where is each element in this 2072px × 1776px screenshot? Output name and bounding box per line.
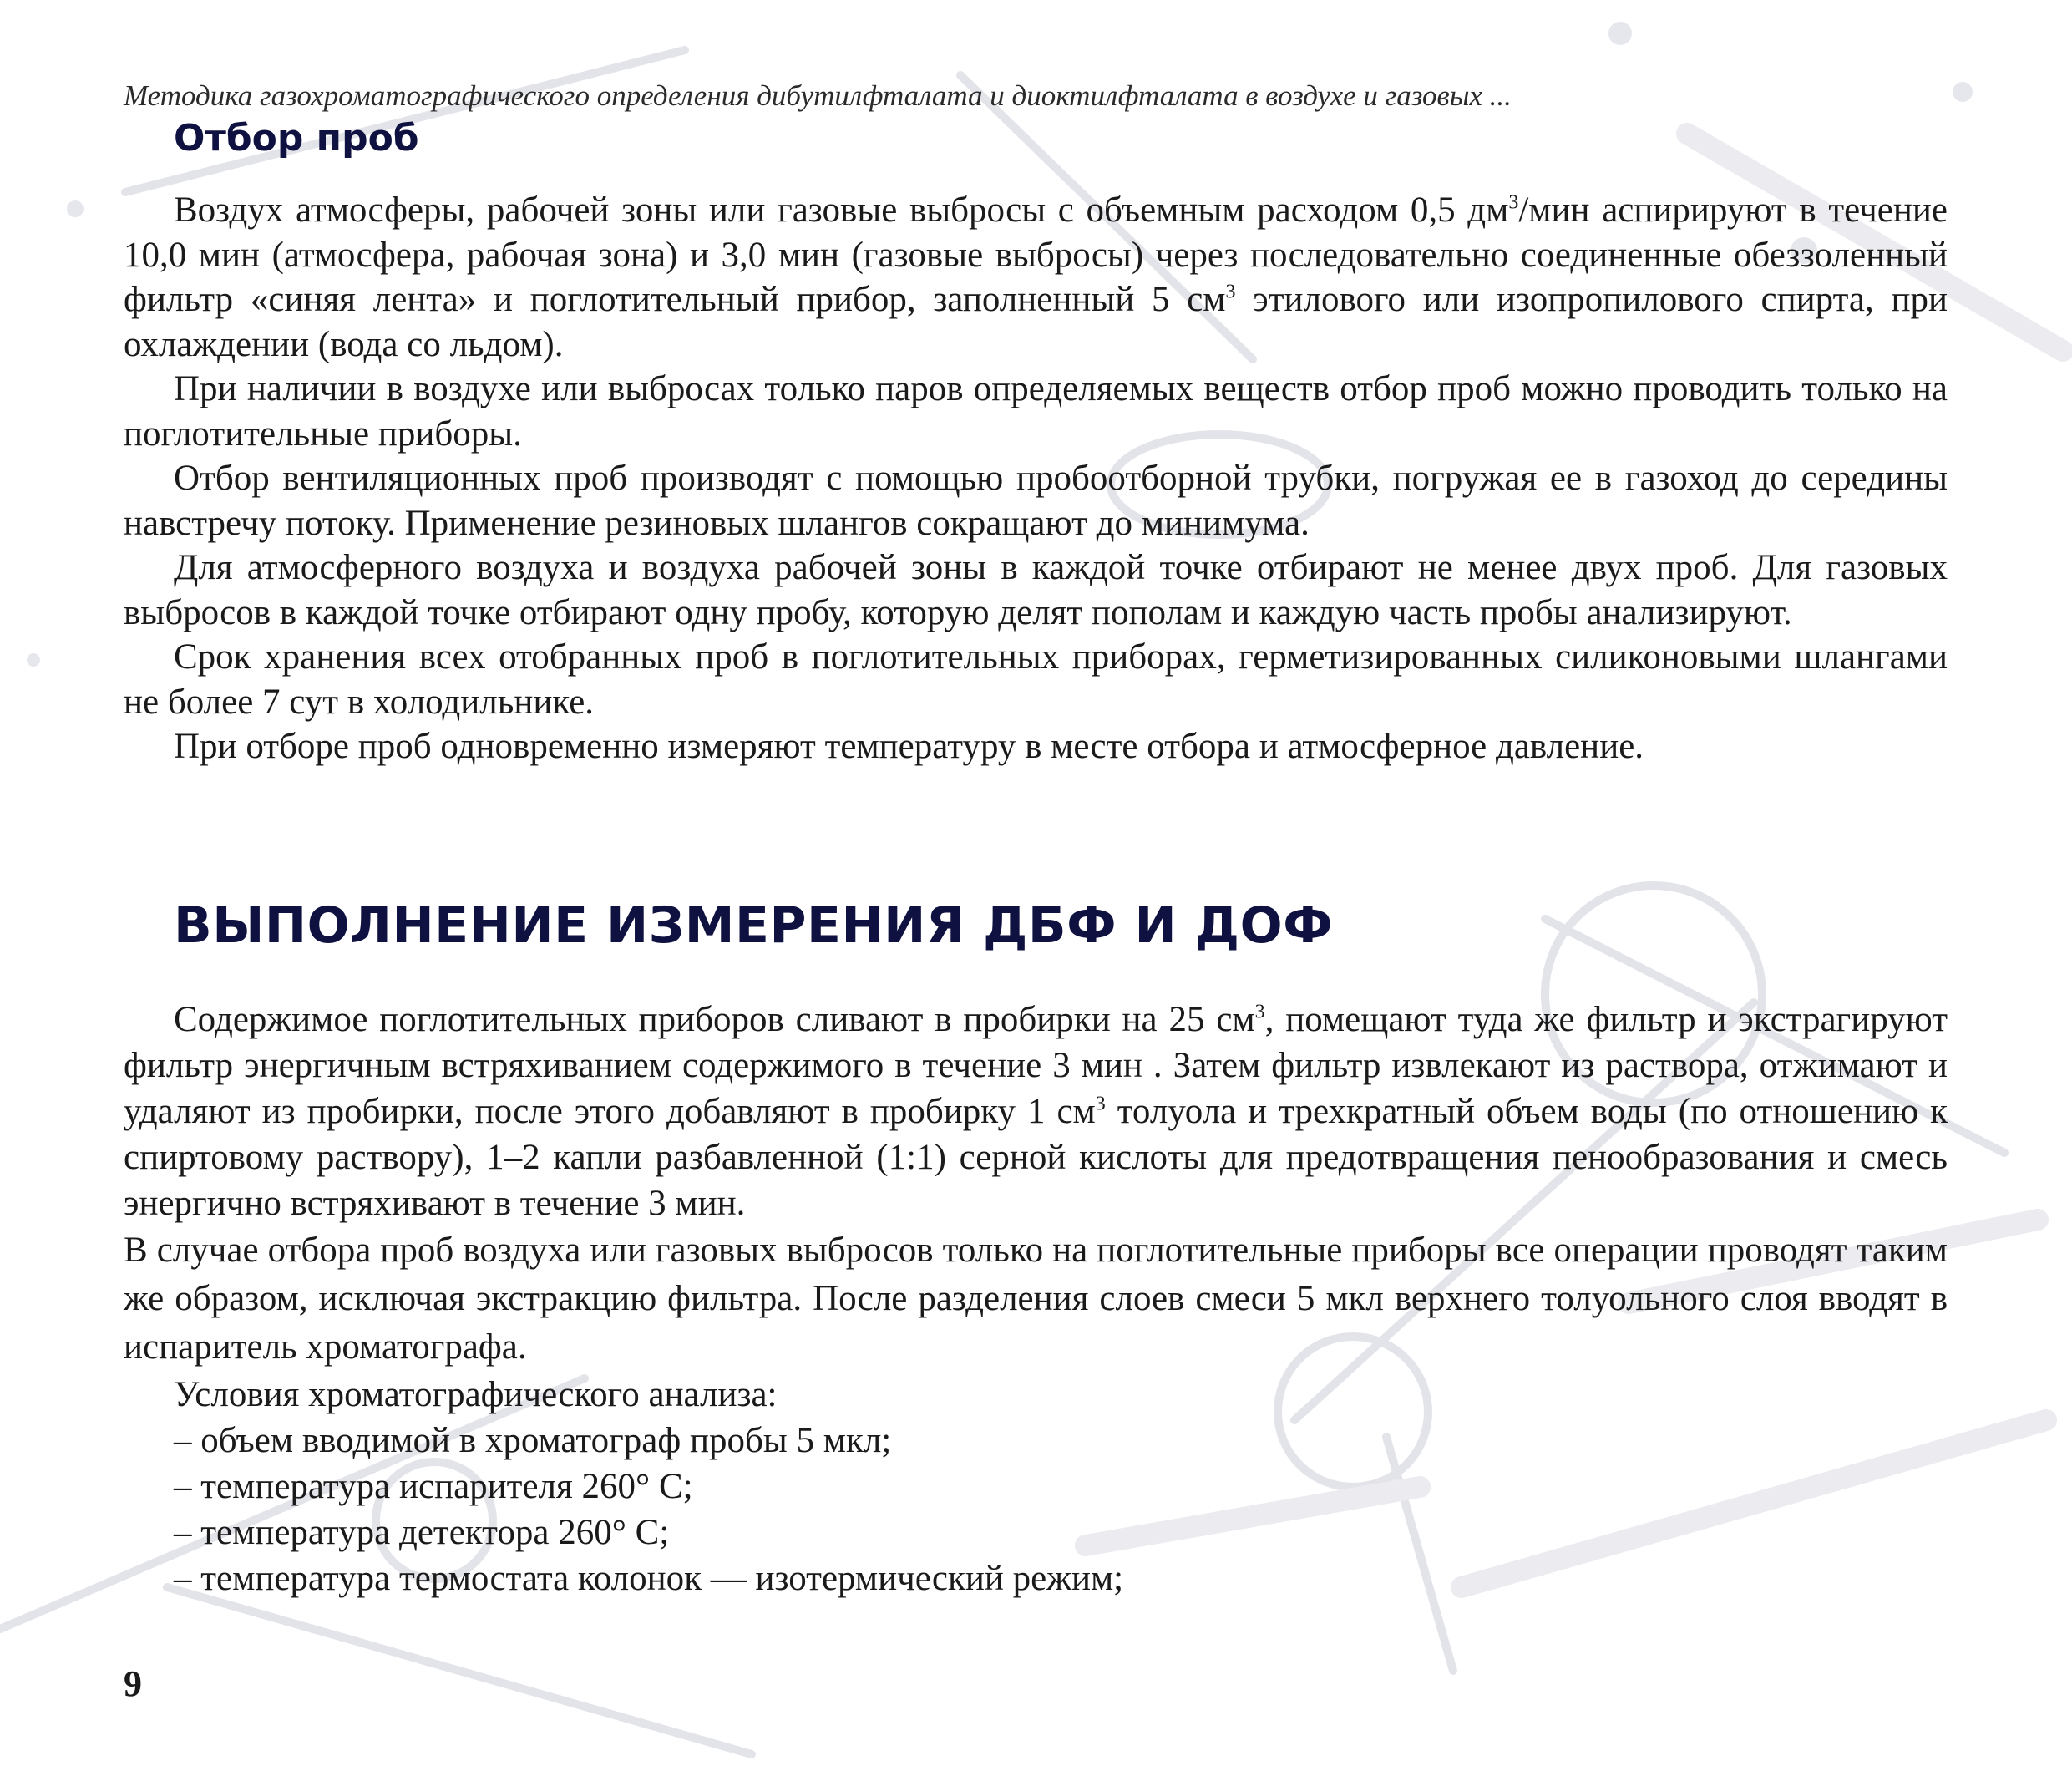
paragraph: В случае отбора проб воздуха или газовых выбросов только на поглотительные приборы все операции проводят таким же образом, исключая экстракцию фильтра. После разделения слоев смеси 5 мкл верхнего толуольного слоя вводят в испаритель хроматографа.: [124, 1231, 1948, 1367]
paragraph: При наличии в воздухе или выбросах только паров определяемых веществ отбор проб можно проводить только на поглотительные приборы.: [124, 369, 1948, 454]
paragraph: Воздух атмосферы, рабочей зоны или газовые выбросы с объемным расходом 0,5 $дм^3$/мин аспирируют в течение 10,0 мин (атмосфера, рабочая зона) и 3,0 мин (газовые выбросы) через последовательно соединенные обеззоленный фильтр «синяя лента» и поглотительный прибор, заполненный 5 $см^3$ этилового или изопропилового спирта, при охлаждении (вода со льдом).: [124, 190, 1948, 364]
running-header: Методика газохроматографического определения дибутилфталата и диоктилфталата в воздухе и газовых ...: [124, 79, 1512, 112]
sampling-text-block: [124, 188, 1948, 769]
section-title-sampling: Отбор проб: [174, 117, 419, 160]
page-number: 9: [124, 1663, 142, 1704]
paragraph: Срок хранения всех отобранных проб в поглотительных приборах, герметизированных силиконовыми шлангами не более 7 сут в холодильнике.: [124, 637, 1948, 722]
list-item: – температура термостата колонок — изотермический режим;: [174, 1559, 1124, 1598]
list-item: – температура испарителя 260° С;: [174, 1467, 693, 1506]
paragraph: Содержимое поглотительных приборов сливают в пробирки на 25 $см^3$, помещают туда же фильтр и экстрагируют фильтр энергичным встряхиванием содержимого в течение 3 мин . Затем фильтр извлекают из раствора, отжимают и удаляют из пробирки, после этого добавляют в пробирку 1 $см^3$ толуола и трехкратный объем воды (по отношению к спиртовому раствору), 1–2 капли разбавленной (1:1) серной кислоты для предотвращения пенообразования и смесь энергично встряхивают в течение 3 мин.: [124, 1000, 1948, 1223]
list-item: – объем вводимой в хроматограф пробы 5 мкл;: [174, 1421, 892, 1460]
main-heading: ВЫПОЛНЕНИЕ ИЗМЕРЕНИЯ ДБФ И ДОФ: [174, 896, 1334, 955]
paragraph: Отбор вентиляционных проб производят с помощью пробоотборной трубки, погружая ее в газоход до середины навстречу потоку. Применение резиновых шлангов сокращают до минимума.: [124, 459, 1948, 543]
measurement-text-block: [124, 997, 1948, 1601]
conditions-title: Условия хроматографического анализа:: [174, 1375, 778, 1414]
paragraph: При отборе проб одновременно измеряют температуру в месте отбора и атмосферное давление.: [174, 727, 1644, 766]
list-item: – температура детектора 260° С;: [174, 1513, 670, 1552]
conditions-list: [124, 1418, 1948, 1601]
paragraph: Для атмосферного воздуха и воздуха рабочей зоны в каждой точке отбирают не менее двух проб. Для газовых выбросов в каждой точке отбирают одну пробу, которую делят пополам и каждую часть пробы анализируют.: [124, 548, 1948, 632]
